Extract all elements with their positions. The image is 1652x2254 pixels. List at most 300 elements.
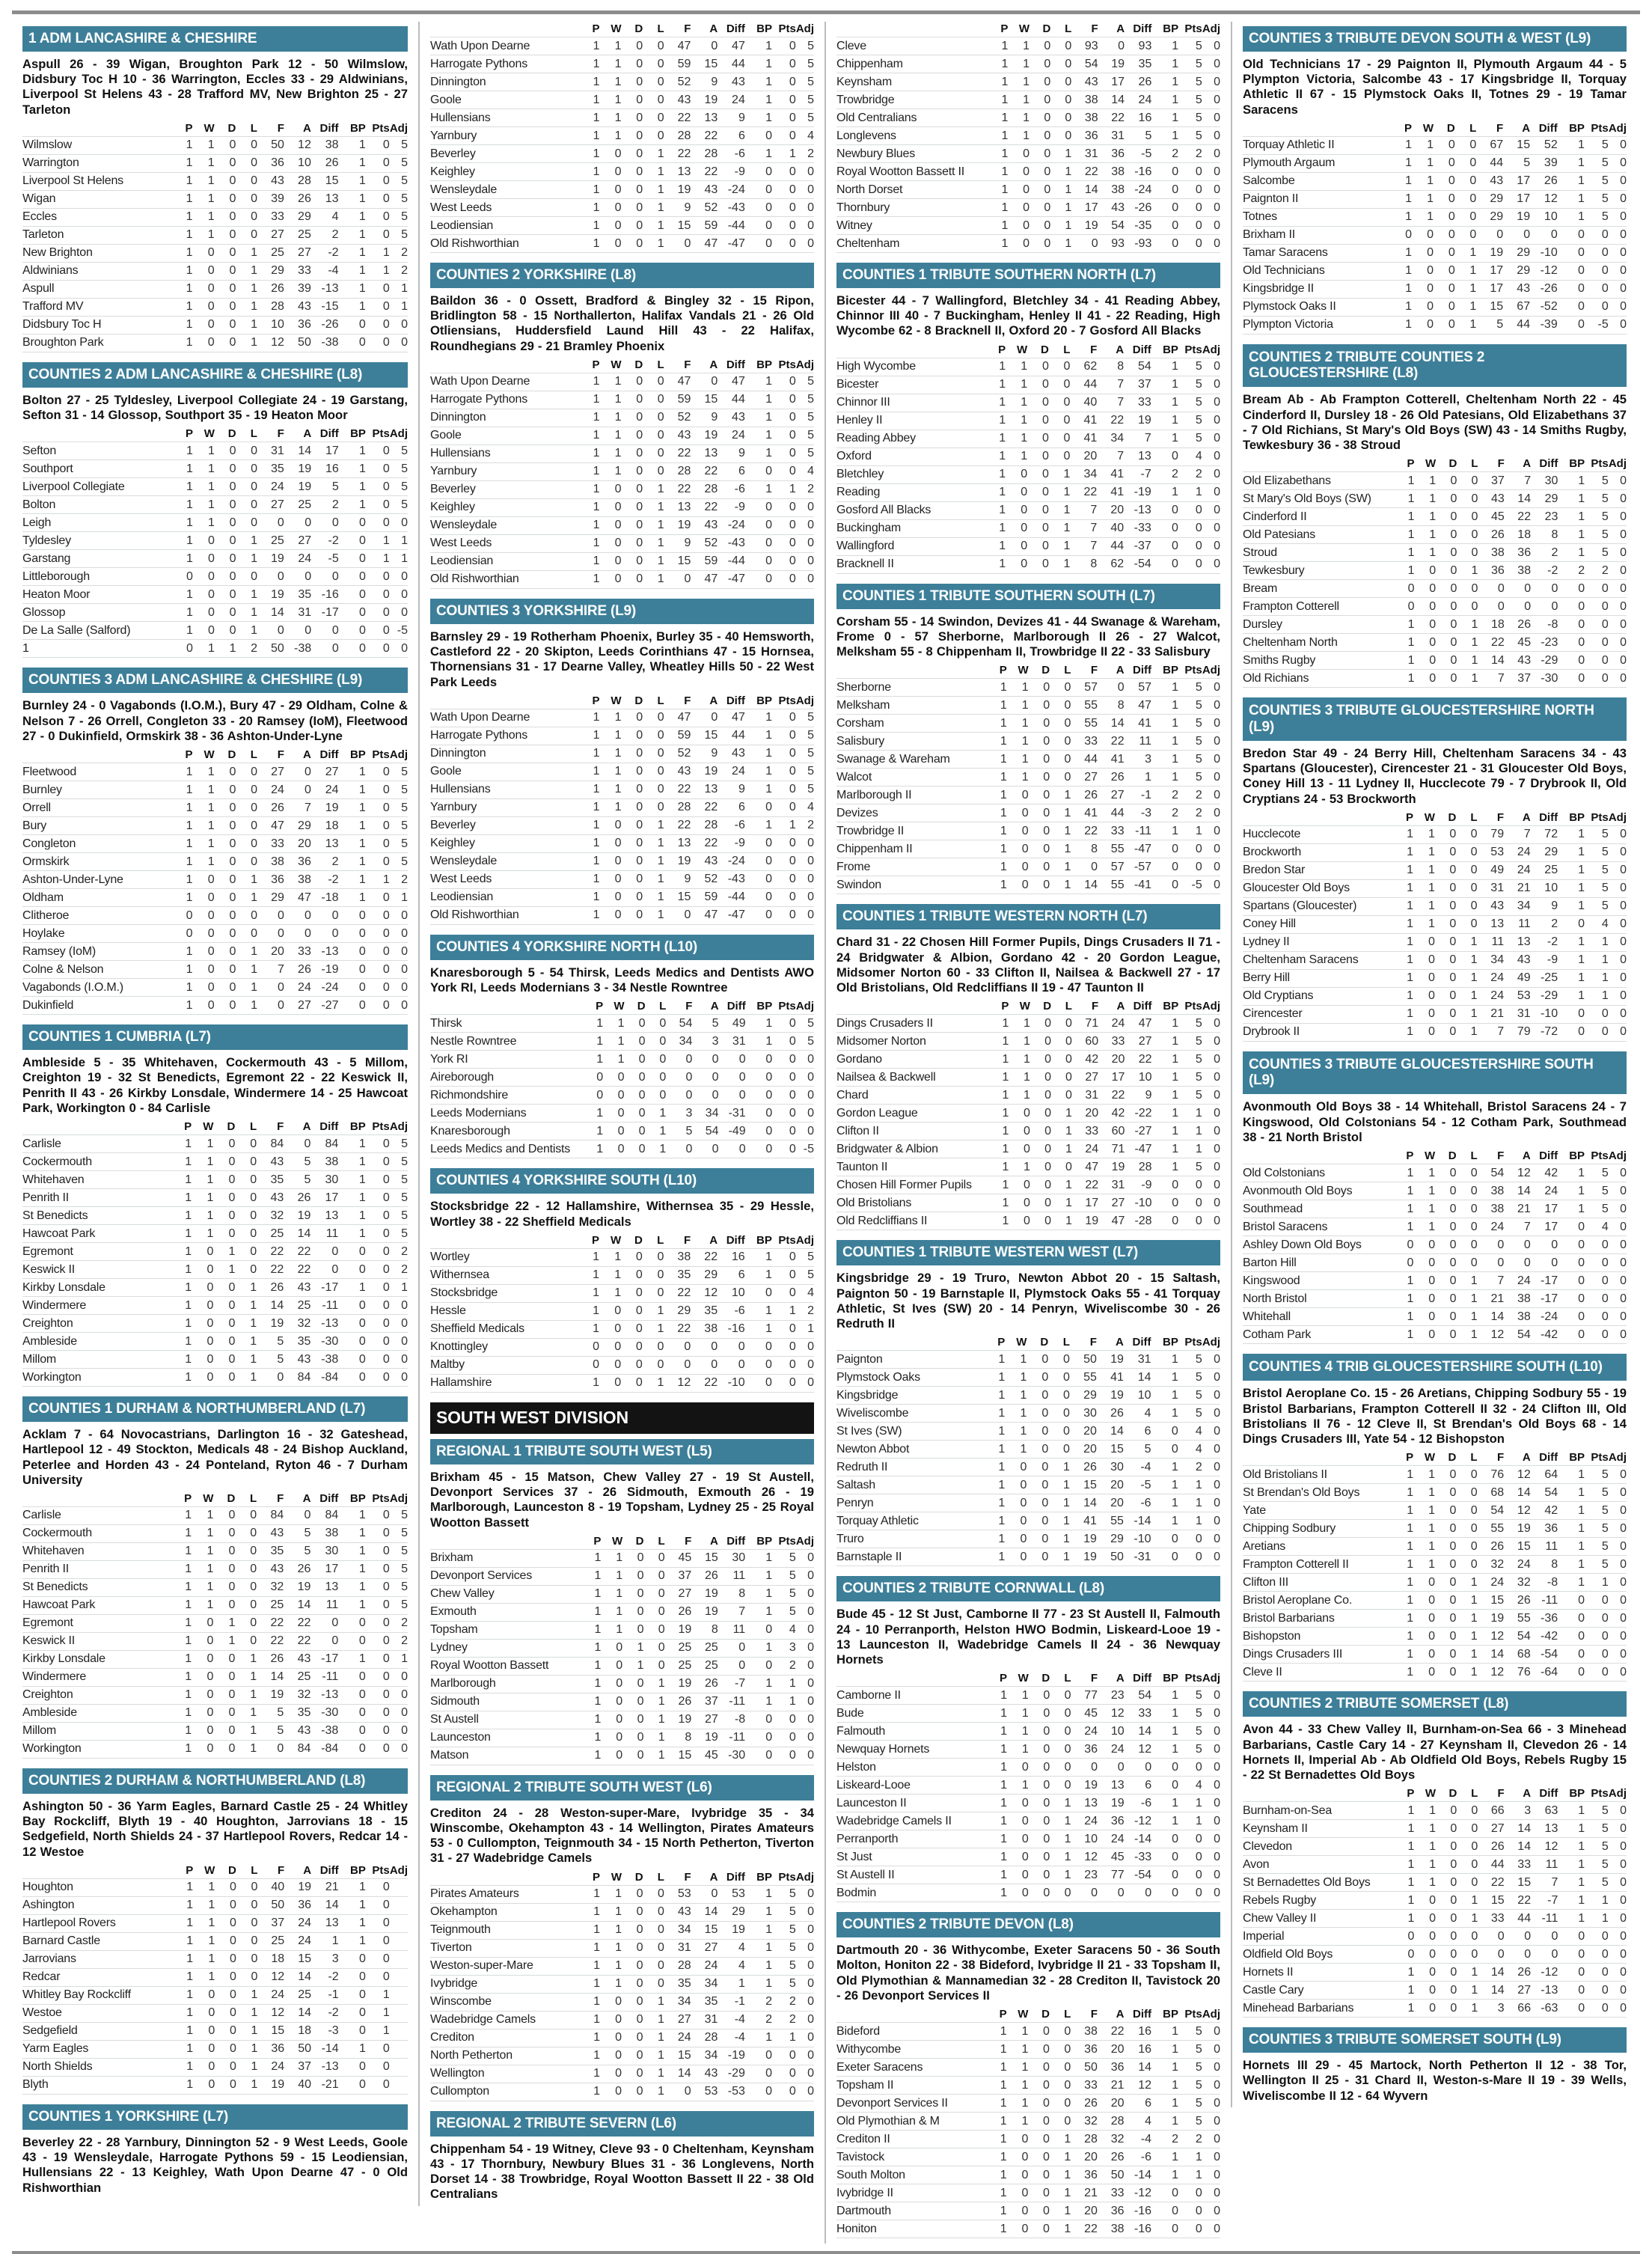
stat-cell: 6	[1124, 1423, 1151, 1441]
column-header-a: A	[1522, 1451, 1531, 1465]
stat-cell: 11	[718, 1621, 745, 1639]
stat-cell: 5	[390, 835, 408, 853]
table-row	[430, 427, 814, 445]
stat-cell: 0	[621, 1266, 643, 1284]
stat-cell: 0	[1456, 1484, 1477, 1502]
stat-cell: 52	[691, 534, 718, 552]
team-name: Leigh	[22, 514, 171, 532]
stat-cell: 47	[691, 570, 718, 588]
stat-cell: 0	[796, 1069, 814, 1087]
stat-cell: 1	[745, 1567, 772, 1585]
stat-cell: 1	[1413, 825, 1435, 843]
stat-cell: 0	[1455, 190, 1477, 208]
stat-cell: 1	[236, 622, 257, 640]
stat-cell: 24	[718, 427, 745, 445]
column-header-f: F	[277, 427, 284, 441]
column-header-w: W	[1424, 1149, 1436, 1163]
stat-cell: 1	[745, 1939, 772, 1957]
column-header-w: W	[1018, 2008, 1029, 2021]
stat-cell: 0	[1476, 226, 1503, 244]
team-name: Leeds Modernians	[430, 1105, 582, 1123]
stat-cell: 0	[796, 2011, 814, 2029]
stat-cell: 0	[772, 798, 796, 816]
stat-cell: 1	[366, 244, 390, 262]
stat-cell: 17	[1531, 1218, 1558, 1236]
stat-cell: 1	[987, 163, 1008, 181]
stat-cell: 0	[622, 834, 643, 852]
column-header-p: P	[998, 343, 1006, 356]
table-row	[1243, 1023, 1627, 1041]
stat-cell: 0	[745, 1621, 772, 1639]
stat-cell: 1	[192, 1506, 213, 1524]
column-header-d: D	[228, 1863, 236, 1877]
table-row	[22, 1153, 408, 1171]
stat-cell: 0	[1030, 91, 1050, 109]
stat-cell: 0	[215, 280, 236, 298]
table-row	[22, 943, 408, 961]
column-header-team	[836, 999, 988, 1015]
stat-cell: 0	[1415, 616, 1437, 634]
stat-cell: 55	[1504, 1610, 1531, 1628]
stat-cell: 0	[691, 1885, 718, 1903]
stat-cell: 5	[1178, 1705, 1202, 1723]
stat-cell: 1	[1051, 1176, 1072, 1194]
stat-cell: 1	[215, 640, 236, 658]
stat-cell: 1	[578, 373, 600, 391]
stat-cell: 19	[284, 1578, 310, 1596]
team-name: Teignmouth	[430, 1921, 579, 1939]
stat-cell: 0	[1456, 861, 1477, 879]
stat-cell: 0	[1202, 858, 1220, 876]
stat-cell: 0	[1007, 822, 1029, 840]
stat-cell: 0	[1558, 262, 1585, 280]
stat-cell: 0	[1202, 1530, 1220, 1548]
stat-cell: 0	[366, 226, 390, 244]
table-row	[836, 733, 1220, 751]
table-row	[22, 1968, 408, 1986]
stat-cell: 0	[1609, 490, 1627, 508]
stat-cell: 0	[1008, 199, 1030, 217]
stat-cell: 0	[390, 604, 408, 622]
stat-cell: 0	[390, 1297, 408, 1315]
stat-cell: 0	[1413, 987, 1435, 1005]
stat-cell: 0	[366, 568, 390, 586]
stat-cell: 12	[1478, 1628, 1505, 1646]
stat-cell: 0	[622, 516, 643, 534]
stat-cell: 0	[1609, 951, 1627, 969]
stat-cell: 0	[1609, 544, 1627, 562]
stat-cell: 0	[1202, 2131, 1220, 2148]
stat-cell: 1	[171, 532, 193, 550]
stat-cell: 1	[1178, 2166, 1202, 2184]
stat-cell: 54	[1478, 1502, 1505, 1520]
stat-cell: 1	[170, 1578, 192, 1596]
stat-cell: 0	[390, 997, 408, 1015]
stat-cell: -3	[1125, 804, 1151, 822]
stat-cell: 0	[257, 1740, 284, 1758]
column-header-p: P	[593, 1870, 601, 1884]
stat-cell: 0	[1029, 1795, 1050, 1812]
stat-cell: 0	[339, 316, 366, 334]
table-row	[22, 2076, 408, 2094]
stat-cell: 36	[1098, 2059, 1125, 2077]
stat-cell: 0	[193, 943, 215, 961]
stat-cell: 36	[1098, 145, 1125, 163]
stat-cell: 1	[1051, 1140, 1072, 1158]
team-name: Avon	[1243, 1856, 1393, 1874]
stat-cell: 20	[1070, 448, 1097, 465]
stat-cell: 19	[1504, 1520, 1531, 1538]
stat-cell: 2	[1178, 145, 1202, 163]
stat-cell: 5	[1178, 1015, 1202, 1033]
stat-cell: 5	[796, 709, 814, 727]
stat-cell: 1	[1006, 448, 1027, 465]
stat-cell: 0	[215, 925, 236, 943]
stat-cell: 0	[1202, 1051, 1220, 1069]
stat-cell: 54	[1531, 1484, 1558, 1502]
stat-cell: 0	[1202, 679, 1220, 697]
stat-cell: 0	[746, 1051, 773, 1069]
stat-cell: 1	[339, 442, 366, 460]
team-name: Cockermouth	[22, 1153, 170, 1171]
stat-cell: 0	[643, 781, 664, 798]
stat-cell: 0	[284, 925, 311, 943]
stat-cell: 0	[796, 888, 814, 906]
table-row	[430, 55, 814, 73]
team-name: Witney	[836, 217, 987, 235]
column-header-team	[1243, 1450, 1392, 1466]
stat-cell: 0	[600, 834, 622, 852]
stat-cell: 1	[600, 37, 622, 55]
stat-cell: 0	[193, 889, 215, 907]
section-banner: COUNTIES 2 ADM LANCASHIRE & CHESHIRE (L8)	[22, 362, 408, 388]
stat-cell: 0	[213, 1686, 235, 1704]
stat-cell: 1	[1457, 1964, 1478, 1982]
team-name: Dinnington	[430, 73, 578, 91]
table-row	[836, 2148, 1220, 2166]
column-header-l: L	[250, 121, 257, 135]
table-row	[22, 190, 408, 208]
table-row	[22, 889, 408, 907]
stat-cell: 1	[1049, 555, 1071, 573]
stat-cell: 1	[236, 244, 257, 262]
stat-cell: 29	[257, 889, 284, 907]
stat-cell: 0	[1028, 2113, 1049, 2131]
stat-cell: 1	[338, 1560, 365, 1578]
stat-cell: 1	[745, 816, 772, 834]
column-header-diff: Diff	[1133, 1000, 1152, 1013]
stat-cell: 0	[1435, 1610, 1456, 1628]
table-row	[1243, 1910, 1627, 1928]
stat-cell: 1	[236, 586, 257, 604]
stat-cell: 1	[984, 394, 1006, 412]
stat-cell: 0	[1393, 580, 1414, 598]
stat-cell: 24	[718, 763, 745, 781]
stat-cell: -5	[390, 622, 408, 640]
stat-cell: 0	[235, 1524, 257, 1542]
stat-cell: 0	[1505, 1928, 1531, 1946]
stat-cell: 0	[1412, 226, 1434, 244]
team-name: Wadebridge Camels	[430, 2011, 579, 2029]
league-table	[836, 22, 1220, 253]
stat-cell: 1	[1051, 1194, 1072, 1212]
table-row	[22, 1189, 408, 1207]
column-header-f: F	[1089, 1336, 1097, 1349]
table-row	[836, 751, 1220, 769]
team-name: Liskeard-Looe	[836, 1777, 986, 1795]
stat-cell: 0	[622, 1567, 643, 1585]
section-banner: COUNTIES 3 TRIBUTE SOMERSET SOUTH (L9)	[1243, 2027, 1627, 2053]
stat-cell: 15	[691, 727, 718, 745]
stat-cell: 1	[1151, 733, 1178, 751]
stat-cell: 1	[578, 37, 600, 55]
stat-cell: 0	[772, 763, 796, 781]
stat-cell: 0	[1050, 715, 1071, 733]
stat-cell: 0	[772, 1248, 796, 1266]
stat-cell: 1	[1558, 1892, 1585, 1910]
stat-cell: 0	[1414, 1910, 1436, 1928]
stat-cell: 1	[171, 871, 193, 889]
table-row	[430, 480, 814, 498]
stat-cell: 1	[580, 1549, 601, 1567]
stat-cell: 0	[772, 199, 796, 217]
stat-cell: 24	[1504, 861, 1531, 879]
stat-cell: 1	[1414, 1820, 1436, 1838]
column-header-f: F	[684, 1233, 691, 1247]
stat-cell: 1	[193, 514, 215, 532]
stat-cell: -43	[718, 534, 745, 552]
column-header-pts: Pts	[778, 1534, 796, 1548]
section-banner: COUNTIES 2 TRIBUTE COUNTIES 2 GLOUCESTERSHIRE (L8)	[1243, 344, 1627, 388]
stat-cell: 25	[691, 1639, 718, 1657]
column-header-diff: Diff	[319, 1491, 339, 1505]
column-header-diff: Diff	[319, 121, 339, 135]
stat-cell: 0	[1028, 2077, 1049, 2095]
stat-cell: 1	[600, 1975, 622, 1993]
stat-cell: 1	[643, 852, 664, 870]
stat-cell: 1	[235, 1722, 257, 1740]
stat-cell: 2	[311, 226, 339, 244]
stat-cell: 0	[644, 1603, 665, 1621]
stat-cell: 1	[582, 1015, 603, 1033]
stat-cell: 0	[622, 727, 643, 745]
stat-cell: 25	[257, 244, 284, 262]
stat-cell: 19	[691, 763, 718, 781]
stat-cell: 44	[718, 55, 745, 73]
stat-cell: 0	[666, 1140, 692, 1158]
column-header-adj: Adj	[389, 427, 408, 441]
stat-cell: 0	[1392, 1236, 1413, 1254]
stat-cell: 38	[1504, 1308, 1531, 1326]
table-row	[430, 552, 814, 570]
league-table-header-row	[430, 1534, 814, 1550]
stat-cell: 0	[338, 1351, 365, 1369]
stat-cell: 0	[193, 604, 215, 622]
column-header-adj: Adj	[389, 1120, 408, 1134]
stat-cell: 1	[600, 55, 622, 73]
stat-cell: 1	[192, 1578, 213, 1596]
stat-cell: 0	[1457, 580, 1478, 598]
stat-cell: 0	[1005, 1476, 1027, 1494]
stat-cell: 0	[1006, 465, 1027, 483]
stat-cell: 11	[1504, 915, 1531, 933]
stat-cell: 13	[1098, 1777, 1125, 1795]
stat-cell: 19	[1098, 1158, 1125, 1176]
stat-cell: 17	[310, 1189, 338, 1207]
stat-cell: 1	[984, 1512, 1006, 1530]
stat-cell: 0	[745, 217, 772, 235]
stat-cell: 19	[691, 91, 718, 109]
stat-cell: 22	[284, 1243, 310, 1261]
stat-cell: 0	[1202, 1830, 1220, 1848]
stat-cell: 1	[366, 262, 390, 280]
team-name: Oldham	[22, 889, 171, 907]
stat-cell: 0	[1558, 1218, 1585, 1236]
stat-cell: 37	[284, 2058, 311, 2076]
stat-cell: 0	[796, 2029, 814, 2047]
stat-cell: 0	[692, 1140, 718, 1158]
section-spacer	[836, 574, 1220, 579]
stat-cell: 0	[1609, 1874, 1627, 1892]
table-row	[836, 91, 1220, 109]
table-row	[836, 1494, 1220, 1512]
stat-cell: 1	[1178, 1494, 1202, 1512]
stat-cell: 0	[1151, 537, 1178, 555]
column-header-f: F	[1497, 1149, 1505, 1163]
stat-cell: 47	[691, 235, 718, 253]
stat-cell: 22	[1098, 2023, 1125, 2041]
team-name: Weston-super-Mare	[430, 1957, 579, 1975]
stat-cell: -9	[1125, 1176, 1151, 1194]
stat-cell: 26	[284, 190, 311, 208]
stat-cell: 1	[984, 519, 1006, 537]
column-header-d: D	[634, 1870, 643, 1884]
stat-cell: 0	[235, 1261, 257, 1279]
stat-cell: 52	[664, 745, 691, 763]
column-header-w: W	[204, 121, 215, 135]
stat-cell: 1	[1585, 933, 1609, 951]
stat-cell: 1	[745, 1549, 772, 1567]
stat-cell: 5	[390, 1189, 408, 1207]
stat-cell: 0	[1049, 358, 1071, 376]
stat-cell: 0	[236, 496, 257, 514]
table-row	[430, 870, 814, 888]
stat-cell: 0	[235, 1135, 257, 1153]
stat-cell: 0	[215, 172, 236, 190]
table-row	[1243, 1646, 1627, 1664]
column-header-adj: Adj	[1202, 1000, 1220, 1013]
stat-cell: 0	[193, 2076, 215, 2094]
stat-cell: 0	[1202, 1140, 1220, 1158]
stat-cell: 1	[1050, 858, 1071, 876]
stat-cell: 21	[1098, 2077, 1125, 2095]
stat-cell: 84	[310, 1506, 338, 1524]
stat-cell: 19	[1503, 208, 1530, 226]
stat-cell: 1	[1558, 1802, 1585, 1820]
stat-cell: 0	[1436, 598, 1457, 616]
stat-cell: 12	[1478, 1326, 1505, 1344]
section-banner: COUNTIES 3 ADM LANCASHIRE & CHESHIRE (L9)	[22, 668, 408, 693]
stat-cell: 0	[1029, 1812, 1050, 1830]
table-row	[22, 1932, 408, 1950]
stat-cell: 1	[1178, 1812, 1202, 1830]
stat-cell: 0	[215, 1896, 236, 1914]
team-name: Carlisle	[22, 1506, 170, 1524]
stat-cell: 0	[366, 316, 390, 334]
column-header-pts: Pts	[372, 121, 390, 135]
section-results-text: Ambleside 5 - 35 Whitehaven, Cockermouth 43 - 5 Millom, Creighton 19 - 32 St Benedicts, Egremont 22 - 22 Keswick II, Penrith II 43 - 26 Kirkby Lonsdale, Windermere 14 - 25 Hawcoat Park, Workington 0 - 84 Carlisle	[22, 1055, 408, 1115]
stat-cell: 5	[1585, 1856, 1609, 1874]
stat-cell: 1	[988, 1176, 1009, 1194]
stat-cell: 0	[1435, 1236, 1456, 1254]
stat-cell: 38	[1478, 1182, 1505, 1200]
stat-cell: 0	[236, 478, 257, 496]
stat-cell: 0	[1558, 652, 1585, 670]
table-row	[22, 1135, 408, 1153]
stat-cell: 0	[772, 870, 796, 888]
stat-cell: 1	[985, 876, 1006, 894]
stat-cell: 0	[338, 1297, 365, 1315]
stat-cell: 1	[985, 804, 1006, 822]
stat-cell: 0	[236, 136, 257, 154]
stat-cell: 1	[236, 961, 257, 979]
stat-cell: 7	[1478, 670, 1504, 688]
stat-cell: 1	[1392, 1502, 1413, 1520]
stat-cell: 1	[339, 154, 366, 172]
stat-cell: 26	[257, 1279, 284, 1297]
section-results-text: Barnsley 29 - 19 Rotherham Phoenix, Burley 35 - 40 Hemsworth, Castleford 22 - 20 Skipton, Leeds Corinthians 47 - 15 Hornsea, Thornensians 31 - 17 Dearne Valley, Wheatley Hills 50 - 22 West Park Leeds	[430, 629, 814, 689]
stat-cell: 0	[643, 462, 664, 480]
stat-cell: 0	[796, 1639, 814, 1657]
stat-cell: 1	[338, 1279, 365, 1297]
stat-cell: 0	[796, 1975, 814, 1993]
stat-cell: 0	[284, 1506, 310, 1524]
stat-cell: 1	[1151, 430, 1178, 448]
stat-cell: 1	[578, 709, 600, 727]
stat-cell: 1	[643, 552, 664, 570]
stat-cell: 12	[1504, 1164, 1531, 1182]
stat-cell: 0	[1393, 1928, 1414, 1946]
table-row	[430, 1693, 814, 1711]
stat-cell: 0	[235, 1632, 257, 1650]
stat-cell: 37	[1505, 670, 1531, 688]
stat-cell: 47	[691, 906, 718, 924]
team-name: Bridgwater & Albion	[836, 1140, 988, 1158]
stat-cell: -13	[311, 943, 339, 961]
stat-cell: 0	[1049, 394, 1071, 412]
team-name: Dukinfield	[22, 997, 171, 1015]
stat-cell: 1	[644, 1675, 665, 1693]
stat-cell: 9	[718, 445, 745, 462]
stat-cell: 25	[1531, 861, 1558, 879]
stat-cell: 0	[192, 1261, 213, 1279]
stat-cell: 0	[796, 1567, 814, 1585]
stat-cell: 43	[284, 298, 311, 316]
stat-cell: 38	[1098, 2220, 1125, 2238]
stat-cell: 19	[1071, 1777, 1098, 1795]
stat-cell: 0	[1558, 1290, 1585, 1308]
stat-cell: 1	[984, 1351, 1006, 1369]
stat-cell: 5	[284, 1542, 310, 1560]
stat-cell: 0	[1609, 1928, 1627, 1946]
stat-cell: 0	[1098, 1759, 1125, 1777]
stat-cell: 1	[1050, 1812, 1071, 1830]
stat-cell: 26	[284, 961, 311, 979]
column-header-bp: BP	[1569, 1451, 1585, 1465]
stat-cell: 0	[1505, 580, 1531, 598]
team-name: Devonport Services II	[836, 2095, 985, 2113]
stat-cell: 1	[236, 2004, 257, 2022]
